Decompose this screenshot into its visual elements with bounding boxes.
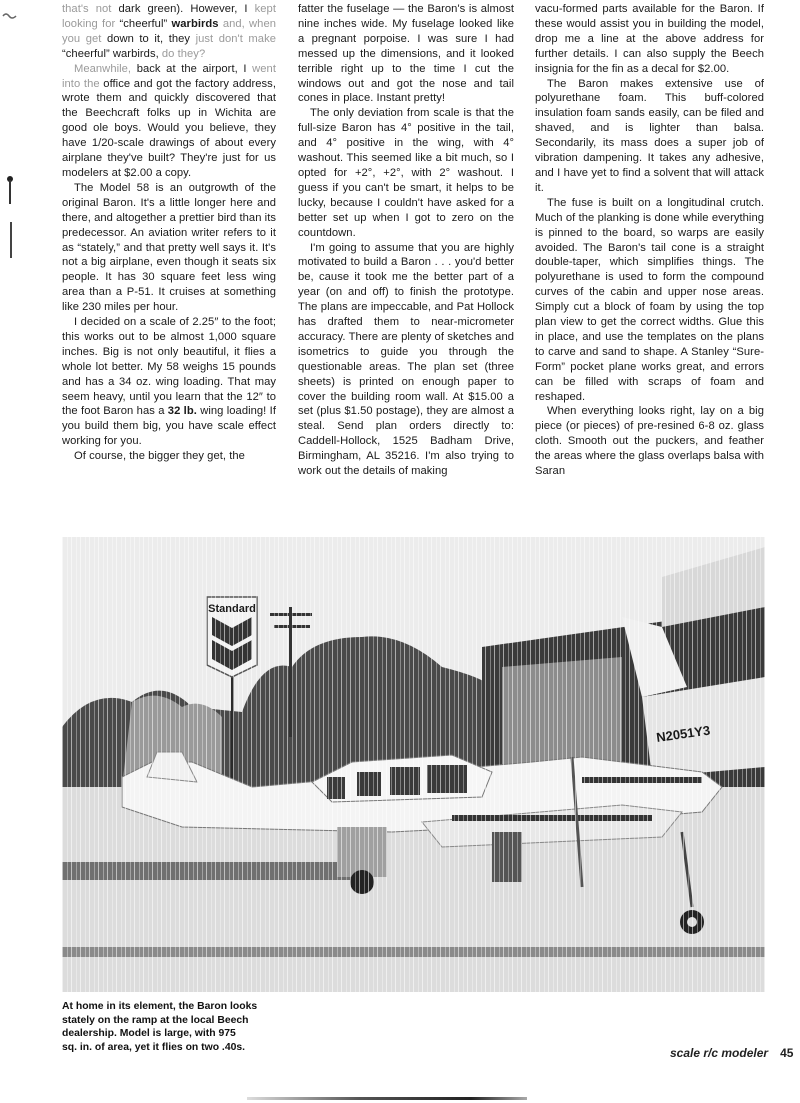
- paragraph: I'm going to assume that you are highly motivated to build a Baron . . . you'd better be, cause it took me the better part of a year (on and off) to finish the prototype. The plans are impeccable, and Pat Hollock has drafted them to near-micrometer accuracy. There are plenty of sketches and isometrics to guide you through the questionable areas. The plan set (three sheets) is printed on enough paper to cover the building room wall. At $15.00 a set (plus $1.50 postage), they are almost a steal. Send plan orders directly to: Caddell-Hollock, 1525 Badham Drive, Birmingham, AL 35216. I'm also trying to work out the details of making: [298, 241, 514, 478]
- scan-mark-squiggle: [2, 9, 18, 21]
- page-number: 45: [780, 1046, 794, 1060]
- text-run: do they?: [161, 47, 206, 60]
- text-run: I decided on a scale of 2.25″ to the foot; this works out to be almost 1,000 square inches. Big is not only beautiful, it flies a whole lot better. My 58 weighs 15 pounds and has a 34 oz. wing loading. That may seem heavy, until you learn that the 12″ to the foot Baron has a: [62, 316, 276, 418]
- text-run: kept looking for: [62, 3, 276, 30]
- photo-caption: [62, 1000, 292, 1054]
- bold-text: warbirds: [171, 17, 219, 30]
- text-run: just don't make: [195, 32, 276, 45]
- bottom-scan-edge: [247, 1097, 527, 1100]
- tail-number: N2051Y3: [655, 722, 712, 745]
- paragraph: The Model 58 is an outgrowth of the original Baron. It's a little longer here and there, and altogether a prettier bird than its predecessor. An aviation writer refers to it as “stately,” and that pretty well says it. It's not a big airplane, even though it seats six people. It has 30 square feet less wing area than a P-51. It cruises at something like 230 miles per hour.: [62, 181, 276, 314]
- magazine-name: scale r/c modeler: [670, 1046, 769, 1060]
- bold-text: 32 lb.: [167, 405, 197, 418]
- caption-line: stately on the ramp at the local Beech: [62, 1014, 249, 1026]
- caption-line: At home in its element, the Baron looks: [62, 1001, 258, 1012]
- scan-mark-bar: [8, 222, 14, 258]
- text-run: back at the airport, I: [136, 62, 253, 75]
- text-run: down to it, they: [106, 32, 196, 45]
- text-run: Meanwhile,: [74, 62, 137, 75]
- paragraph: The Baron makes extensive use of polyurethane foam. This buff-colored insulation foam sands easily, can be filed and shaved, and is lighter than balsa. Secondarily, its mass does a super job of vibration dampening. It takes any adhesive, and I have yet to find a solvent that will attack it.: [535, 77, 764, 194]
- paragraph: fatter the fuselage — the Baron's is almost nine inches wide. My fuselage looked like a pregnant porpoise. I was sure I had messed up the dimensions, and it looked terrible right up to the time I cut the windows out and got the nose and tail cones in place. Instant pretty!: [298, 3, 514, 105]
- text-run: went into the: [62, 62, 276, 90]
- text-run: that's not: [62, 3, 119, 15]
- text-run: “cheerful” warbirds,: [62, 47, 162, 60]
- paragraph: The fuse is built on a longitudinal crutch. Much of the planking is done while everything is pinned to the board, so warps are easily avoided. The Baron's tail cone is a straight double-taper, which simplifies things. The polyurethane is used to form the compound curves of the cabin and upper nose areas. Simply cut a block of foam by using the top plan view to get the correct widths. Glue this in place, and use the templates on the plans to carve and sand to shape. A Stanley “Sure-Form” pocket plane works great, and errors can be filled with scraps of foam and reshaped.: [535, 196, 764, 403]
- page-folio: [670, 1046, 793, 1060]
- paragraph: The only deviation from scale is that the full-size Baron has 4° positive in the tail, and 4° positive in the wing, with 4° washout. This seemed like a bit much, so I opted for +2°, +2°, with 2° washout. I guess if you can't be smart, it helps to be lucky, because I couldn't have asked for a better set up when I got to zero on the countdown.: [298, 107, 514, 239]
- text-run: dark green). However, I: [118, 3, 255, 15]
- paragraph: When everything looks right, lay on a big piece (or pieces) of pre-resined 6-8 oz. glass cloth. Smooth out the puckers, and feather the areas where the glass overlaps balsa with Saran: [535, 405, 764, 478]
- sign-text: Standard: [208, 603, 256, 615]
- paragraph: [62, 2, 276, 62]
- text-run: “cheerful”: [119, 17, 172, 30]
- scan-mark-pin: [6, 175, 14, 205]
- article-column-3: [535, 2, 764, 479]
- paragraph: vacu-formed parts available for the Baron. If these would assist you in building the model, drop me a line at the above address for further details. I can also supply the Beech insignia for the fin as a decal for $2.00.: [535, 3, 764, 75]
- scan-streaks: [62, 537, 765, 992]
- paragraph: Of course, the bigger they get, the: [74, 450, 245, 463]
- text-run: office and got the factory address, wrote them and quickly discovered that the Beechcraft folks up in Wichita are good ole boys. Would you believe, they have 1/20-scale drawings of about every airplane they've built? They're just for us modelers at $2.00 a copy.: [62, 77, 276, 179]
- article-column-1: [62, 2, 276, 464]
- text-run: and, when you get: [62, 17, 276, 45]
- baron-airplane-photo: [62, 537, 765, 992]
- paragraph: [62, 315, 276, 449]
- article-column-2: [298, 2, 514, 479]
- text-run: wing loading! If you build them big, you have scale effect working for you.: [62, 405, 276, 448]
- photo-illustration: [62, 537, 765, 992]
- paragraph: [62, 62, 276, 181]
- caption-line: sq. in. of area, yet it flies on two .40s.: [62, 1041, 246, 1053]
- caption-line: dealership. Model is large, with 975: [62, 1028, 236, 1040]
